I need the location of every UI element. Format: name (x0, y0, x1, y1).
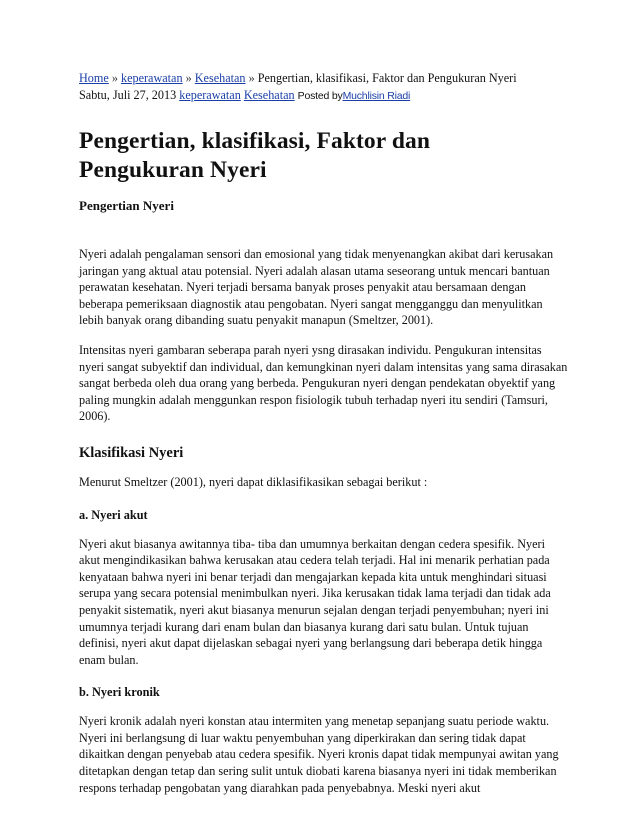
heading-nyeri-akut: a. Nyeri akut (79, 507, 148, 522)
breadcrumb-home-link[interactable]: Home (79, 71, 109, 85)
article-title (79, 127, 569, 185)
subtitle-pengertian: Pengertian Nyeri (79, 198, 174, 213)
document-page (79, 70, 569, 796)
article-title-line-2: Pengukuran Nyeri (79, 157, 267, 183)
section-heading-klasifikasi: Klasifikasi Nyeri (79, 444, 184, 461)
paragraph-intensitas: Intensitas nyeri gambaran seberapa parah nyeri ysng dirasakan individu. Pengukuran intensitas nyeri sangat subyektif dan individual, dan kemungkinan nyeri dalam intensitas yang sama dirasakan sangat berbeda oleh dua orang yang berbeda. Pengukuran nyeri dengan pendekatan obyektif yang paling mungkin adalah menggunkan respon fisiologik tubuh terhadap nyeri itu sendiri (Tamsuri, 2006). (79, 342, 568, 424)
post-date: Sabtu, Juli 27, 2013 (79, 88, 177, 102)
breadcrumb (79, 70, 569, 87)
label-keperawatan-link[interactable]: keperawatan (179, 88, 241, 102)
paragraph-menurut: Menurut Smeltzer (2001), nyeri dapat diklasifikasikan sebagai berikut : (79, 474, 428, 489)
paragraph-nyeri-akut: Nyeri akut biasanya awitannya tiba- tiba dan umumnya berkaitan dengan cedera spesifik. Nyeri akut mengindikasikan bahwa kerusakan atau cedera telah terjadi. Hal ini menarik perhatian pada kenyataan bahwa nyeri ini benar terjadi dan mengajarkan kepada kita untuk menghindari situasi serupa yang secara potensial menimbulkan nyeri. Jika kerusakan tidak lama terjadi dan tidak ada penyakit sistematik, nyeri akut biasanya menurun sejalan dengan terjadi penyembuhan; nyeri ini umumnya terjadi kurang dari enam bulan dan biasanya kurang dari satu bulan. Untuk tujuan definisi, nyeri akut dapat dijelaskan sebagai nyeri yang berlangsung dari beberapa detik hingga enam bulan. (79, 536, 551, 667)
breadcrumb-current: Pengertian, klasifikasi, Faktor dan Pengukuran Nyeri (257, 71, 517, 85)
article-title-line-1: Pengertian, klasifikasi, Faktor dan (79, 128, 431, 154)
heading-nyeri-kronik: b. Nyeri kronik (79, 685, 160, 700)
paragraph-nyeri-kronik: Nyeri kronik adalah nyeri konstan atau intermiten yang menetap sepanjang suatu periode waktu. Nyeri ini berlangsung di luar waktu penyembuhan yang diperkirakan dan sering tidak dapat dikaitkan dengan penyebab atau cedera spesifik. Nyeri kronis dapat tidak mempunyai awitan yang ditetapkan dengan tetap dan sering sulit untuk diobati karena biasanya nyeri ini tidak memberikan respons terhadap pengobatan yang diarahkan pada penyebabnya. Meski nyeri akut (79, 714, 559, 795)
author-link[interactable]: Muchlisin Riadi (342, 90, 411, 102)
breadcrumb-separator: » (248, 71, 255, 85)
paragraph-pengertian: Nyeri adalah pengalaman sensori dan emosional yang tidak menyenangkan akibat dari kerusakan jaringan yang aktual atau potensial. Nyeri adalah alasan utama seseorang untuk mencari bantuan perawatan kesehatan. Nyeri terjadi bersama banyak proses penyakit atau bersamaan dengan beberapa pemeriksaan diagnostik atau pengobatan. Nyeri sangat mengganggu dan menyulitkan lebih banyak orang dibanding suatu penyakit manapun (Smeltzer, 2001). (79, 247, 554, 328)
breadcrumb-separator: » (185, 71, 192, 85)
label-kesehatan-link[interactable]: Kesehatan (243, 88, 295, 102)
breadcrumb-keperawatan-link[interactable]: keperawatan (120, 71, 183, 85)
posted-by-text: Posted by (297, 90, 343, 102)
post-meta (79, 87, 569, 105)
breadcrumb-separator: » (111, 71, 118, 85)
breadcrumb-kesehatan-link[interactable]: Kesehatan (194, 71, 246, 85)
